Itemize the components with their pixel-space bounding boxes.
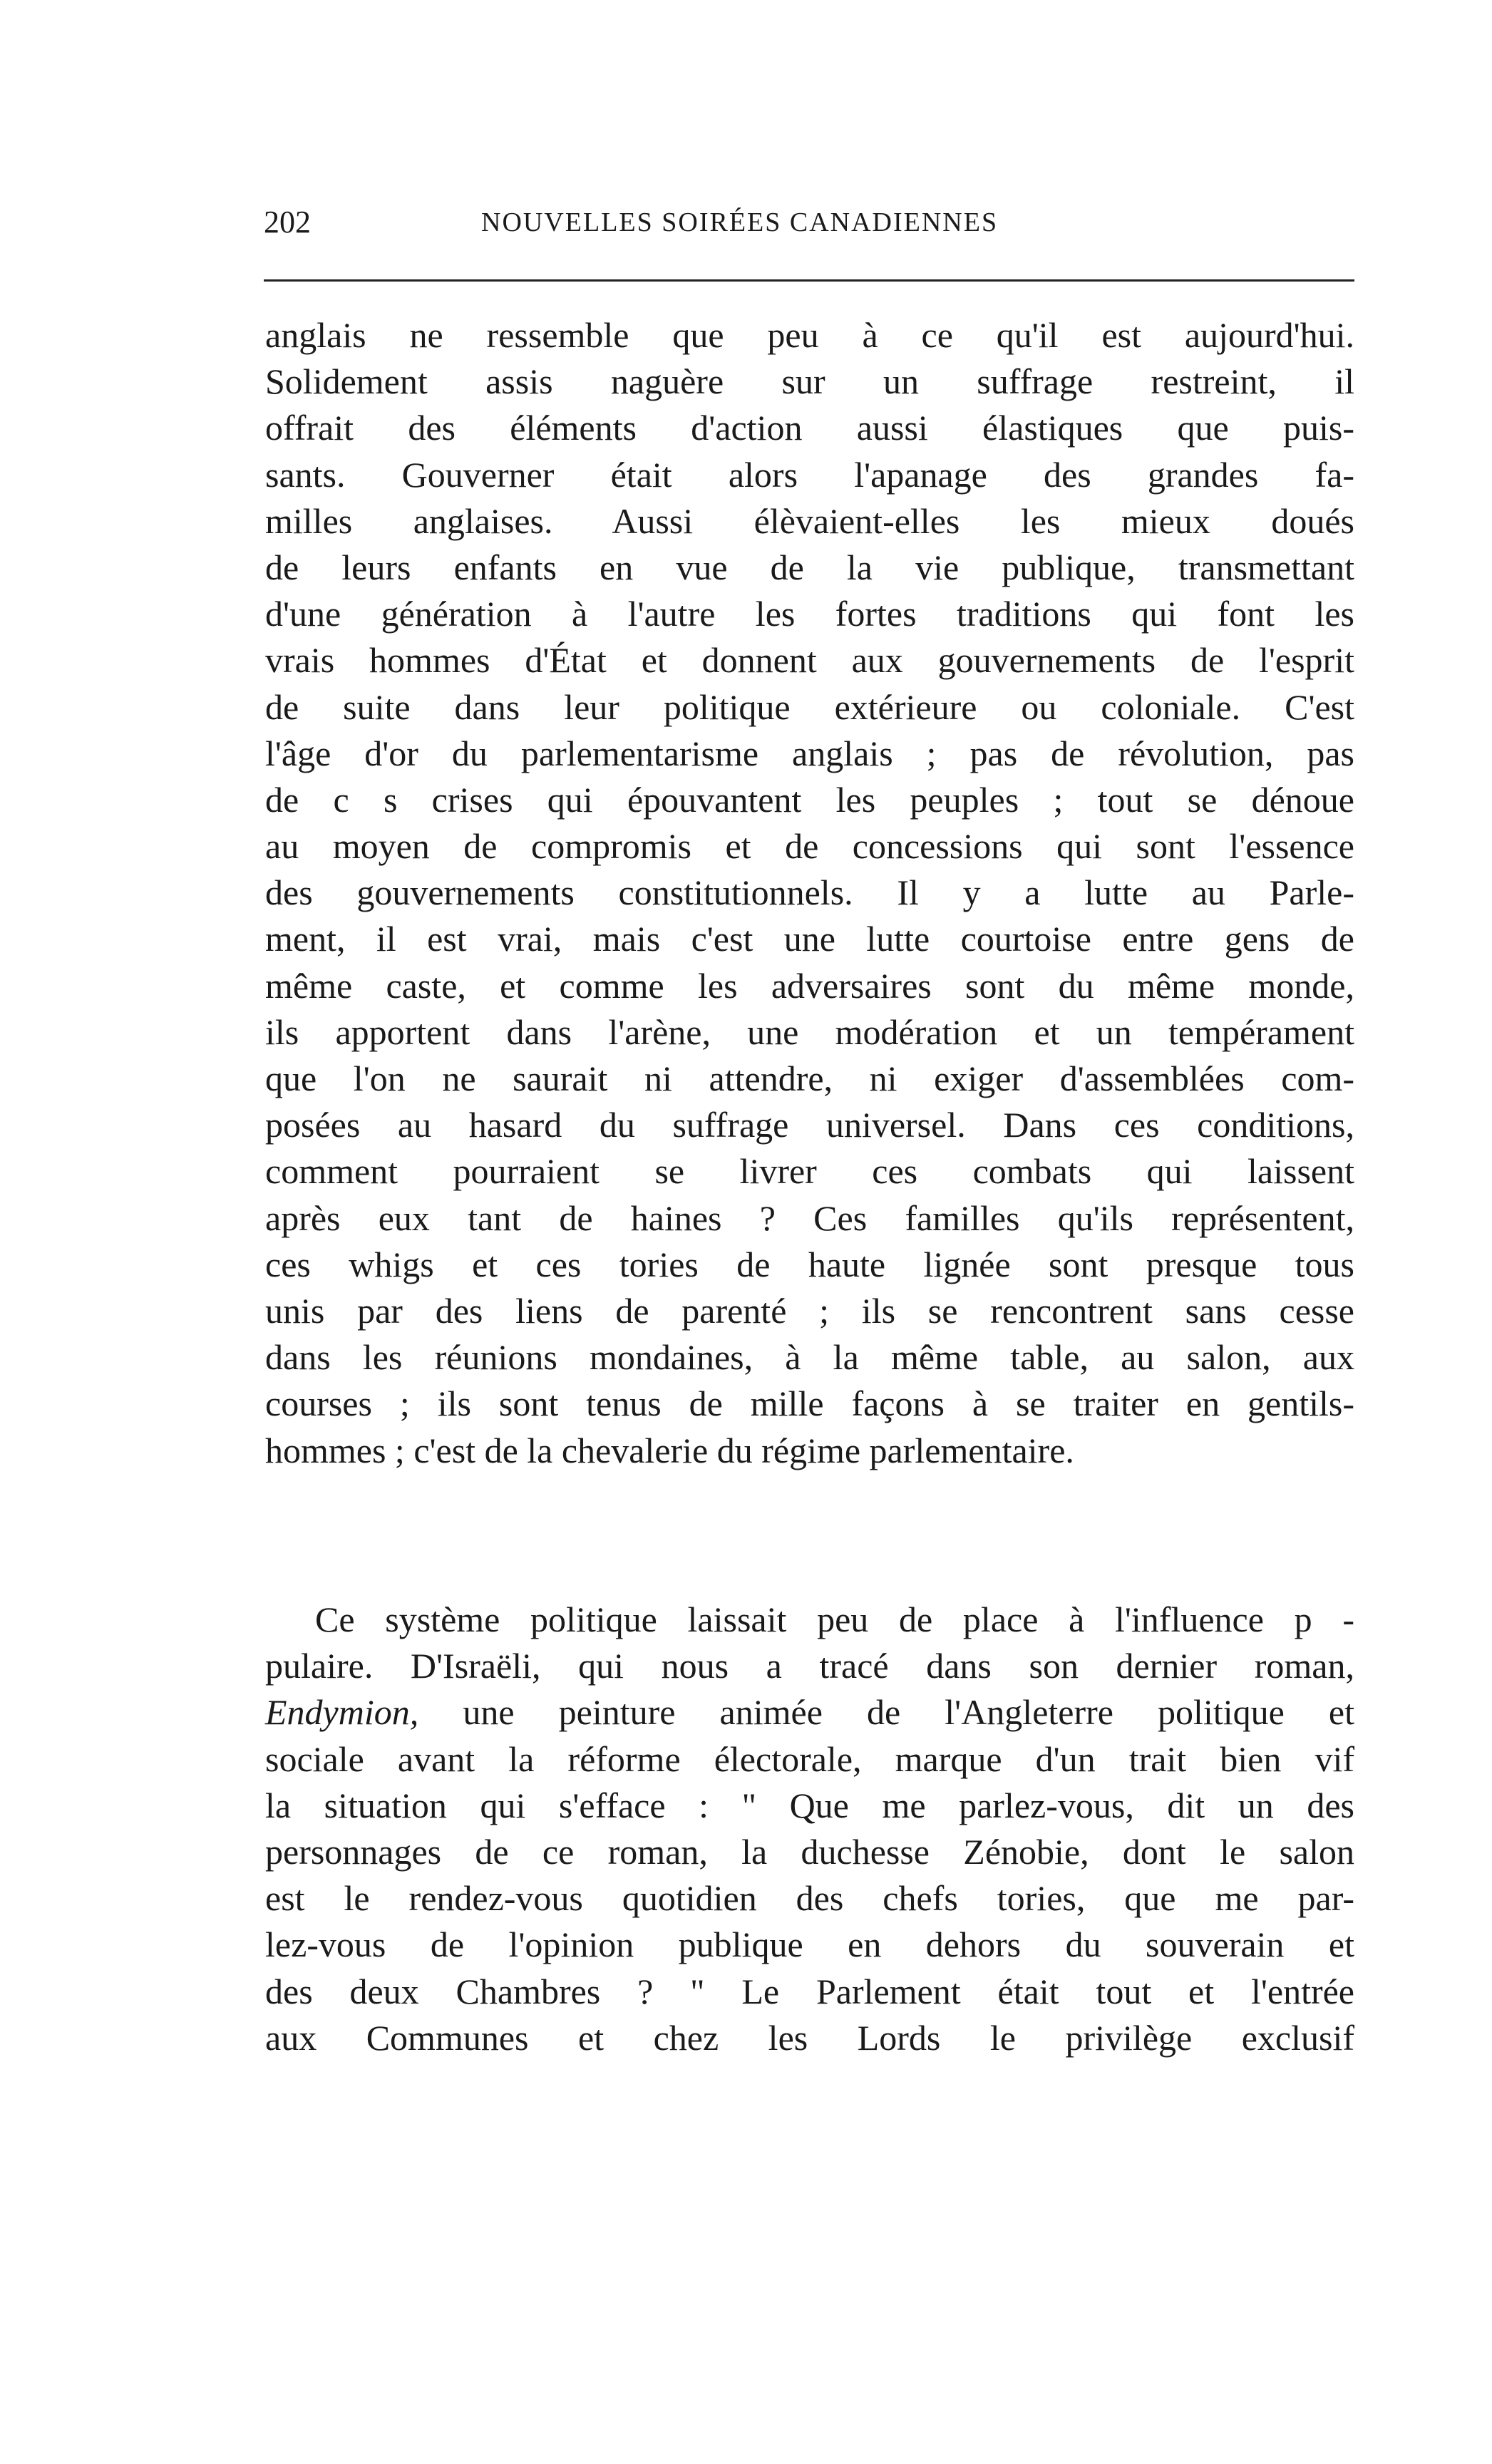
page-number: 202 — [264, 205, 311, 239]
text-line: aux Communes et chez les Lords le privilège exclusif — [265, 2017, 1354, 2058]
text-line: comment pourraient se livrer ces combats qui laissent — [265, 1151, 1354, 1192]
paragraph-2 — [265, 1597, 1354, 2061]
text-line: de suite dans leur politique extérieure ou coloniale. C'est — [265, 686, 1354, 727]
text-line: des deux Chambres ? " Le Parlement était tout et l'entrée — [265, 1971, 1354, 2011]
text-line: que l'on ne saurait ni attendre, ni exiger d'assemblées com- — [265, 1058, 1354, 1098]
text-line: la situation qui s'efface : " Que me parlez-vous, dit un des — [265, 1785, 1354, 1825]
text-line: pulaire. D'Israëli, qui nous a tracé dans son dernier roman, — [265, 1646, 1354, 1686]
text-line: lez-vous de l'opinion publique en dehors du souverain et — [265, 1924, 1354, 1965]
text-line: Ce système politique laissait peu de place à l'influence p - — [315, 1599, 1354, 1639]
running-header — [264, 201, 1367, 244]
text-line: courses ; ils sont tenus de mille façons à se traiter en gentils- — [265, 1383, 1354, 1424]
header-rule — [264, 279, 1354, 282]
text-line: est le rendez-vous quotidien des chefs tories, que me par- — [265, 1878, 1354, 1919]
text-line: offrait des éléments d'action aussi élastiques que puis- — [265, 408, 1354, 448]
text-line: après eux tant de haines ? Ces familles qu'ils représentent, — [265, 1197, 1354, 1238]
text-line: sants. Gouverner était alors l'apanage des grandes fa- — [265, 454, 1354, 495]
text-line: des gouvernements constitutionnels. Il y a lutte au Parle- — [265, 872, 1354, 913]
text-line: de c s crises qui épouvantent les peuples ; tout se dénoue — [265, 779, 1354, 820]
text-line: de leurs enfants en vue de la vie publique, transmettant — [265, 547, 1354, 587]
text-line: milles anglaises. Aussi élèvaient-elles les mieux doués — [265, 500, 1354, 541]
text-line: dans les réunions mondaines, à la même table, au salon, aux — [265, 1337, 1354, 1378]
text-line: personnages de ce roman, la duchesse Zénobie, dont le salon — [265, 1831, 1354, 1872]
text-line: au moyen de compromis et de concessions qui sont l'essence — [265, 826, 1354, 867]
text-line-rest: une peinture animée de l'Angleterre politique et — [418, 1692, 1354, 1733]
paragraph-1 — [265, 312, 1354, 1474]
text-line: ment, il est vrai, mais c'est une lutte courtoise entre gens de — [265, 919, 1354, 959]
text-line: même caste, et comme les adversaires sont du même monde, — [265, 965, 1354, 1006]
running-title: NOUVELLES SOIRÉES CANADIENNES — [481, 207, 999, 237]
text-line: hommes ; c'est de la chevalerie du régime parlementaire. — [265, 1430, 1074, 1470]
text-line: unis par des liens de parenté ; ils se rencontrent sans cesse — [265, 1290, 1354, 1331]
text-line: sociale avant la réforme électorale, marque d'un trait bien vif — [265, 1738, 1354, 1779]
text-line: ces whigs et ces tories de haute lignée sont presque tous — [265, 1244, 1354, 1284]
book-title: Endymion, — [265, 1692, 419, 1733]
text-line — [265, 1689, 1354, 1736]
text-line: Solidement assis naguère sur un suffrage restreint, il — [265, 361, 1354, 402]
text-line: vrais hommes d'État et donnent aux gouvernements de l'esprit — [265, 640, 1354, 681]
text-line: d'une génération à l'autre les fortes traditions qui font les — [265, 594, 1354, 634]
text-line: posées au hasard du suffrage universel. Dans ces conditions, — [265, 1105, 1354, 1145]
text-line: ils apportent dans l'arène, une modération et un tempérament — [265, 1011, 1354, 1052]
text-line: l'âge d'or du parlementarisme anglais ; pas de révolution, pas — [265, 733, 1354, 773]
text-line: anglais ne ressemble que peu à ce qu'il est aujourd'hui. — [265, 315, 1354, 355]
